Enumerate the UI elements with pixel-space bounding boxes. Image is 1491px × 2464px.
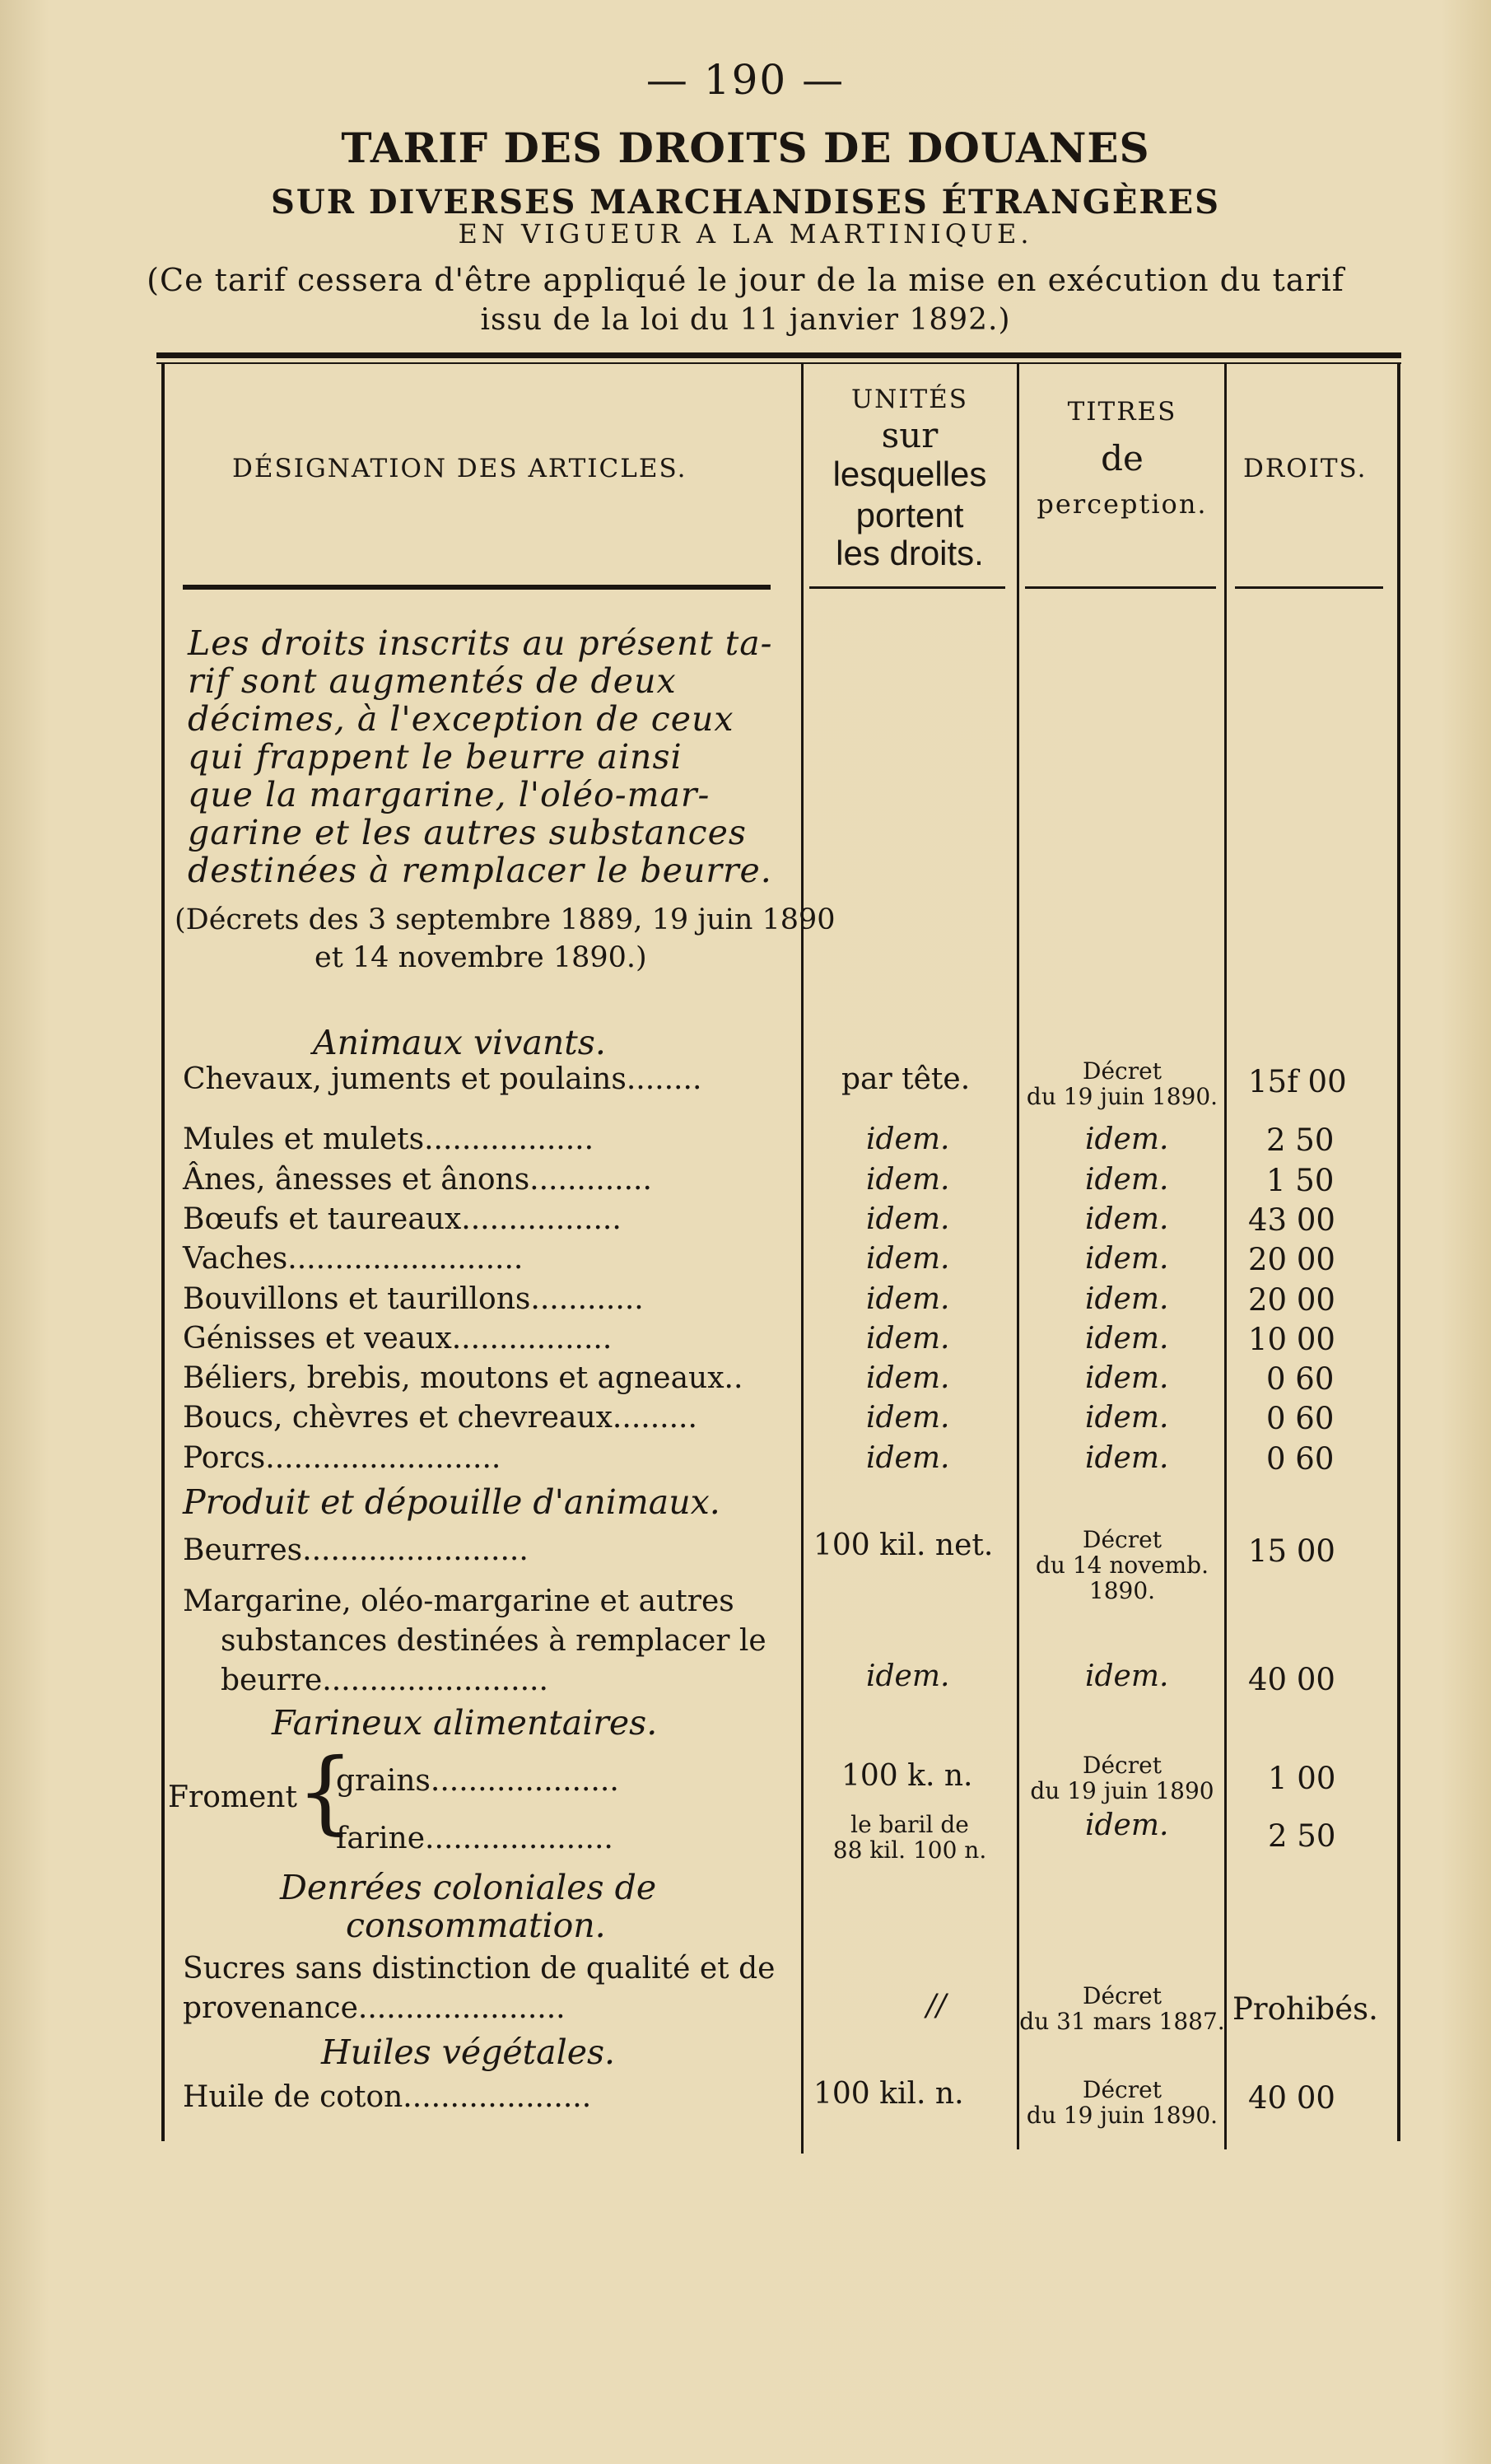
row-unite: idem. bbox=[866, 1202, 950, 1236]
row-titre: idem. bbox=[1085, 1361, 1169, 1395]
sucres-titre-line-2: du 31 mars 1887. bbox=[1019, 2008, 1225, 2035]
row-unite: idem. bbox=[866, 1401, 950, 1435]
row-unite: par tête. bbox=[841, 1062, 971, 1096]
row-droit: 10 00 bbox=[1248, 1322, 1335, 1357]
column-divider-3 bbox=[1224, 362, 1227, 2149]
beurres-titre-line-3: 1890. bbox=[1088, 1577, 1156, 1604]
row-unite: idem. bbox=[866, 1361, 950, 1395]
row-article: Bœufs et taureaux................. bbox=[183, 1202, 622, 1236]
row-titre: idem. bbox=[1085, 1202, 1169, 1236]
beurres-titre-line-1: Décret bbox=[1083, 1526, 1162, 1553]
header-rule-titres bbox=[1025, 586, 1216, 589]
table-top-rule bbox=[156, 352, 1401, 358]
sucres-line-2: provenance...................... bbox=[183, 1991, 566, 2025]
note-line-2: issu de la loi du 11 janvier 1892.) bbox=[480, 303, 1011, 337]
beurres-unite: 100 kil. net. bbox=[813, 1528, 994, 1562]
huile-titre bbox=[1019, 2077, 1225, 2128]
row-droit: 1 50 bbox=[1266, 1163, 1335, 1198]
section-huiles: Huiles végétales. bbox=[321, 2032, 616, 2072]
huile-article: Huile de coton.................... bbox=[183, 2080, 592, 2114]
row-unite: idem. bbox=[866, 1441, 950, 1475]
header-unites bbox=[804, 380, 1016, 572]
section-denrees-line-1: Denrées coloniales de bbox=[280, 1868, 657, 1907]
row-droit: 20 00 bbox=[1248, 1282, 1335, 1318]
row-titre bbox=[1019, 1058, 1225, 1109]
row-droit: 20 00 bbox=[1248, 1242, 1335, 1277]
section-animaux-vivants: Animaux vivants. bbox=[313, 1023, 606, 1062]
row-unite: idem. bbox=[866, 1122, 950, 1156]
page-number: — 190 — bbox=[645, 56, 846, 104]
preamble-line-4: qui frappent le beurre ainsi bbox=[188, 737, 683, 777]
beurres-titre-line-2: du 14 novemb. bbox=[1035, 1552, 1209, 1579]
header-droits: DROITS. bbox=[1243, 454, 1368, 483]
preamble-line-7: destinées à remplacer le beurre. bbox=[188, 851, 772, 890]
sucres-titre-line-1: Décret bbox=[1083, 1982, 1162, 2009]
row-droit: 0 60 bbox=[1266, 1401, 1335, 1436]
column-divider-1 bbox=[801, 362, 804, 2154]
header-unites-line-3: lesquelles bbox=[832, 455, 987, 493]
page-subtitle: SUR DIVERSES MARCHANDISES ÉTRANGÈRES bbox=[270, 183, 1220, 222]
beurres-droit: 15 00 bbox=[1248, 1533, 1335, 1569]
huile-droit: 40 00 bbox=[1248, 2080, 1335, 2116]
preamble-line-3: décimes, à l'exception de ceux bbox=[188, 699, 734, 739]
header-titres bbox=[1019, 397, 1225, 520]
row-titre: idem. bbox=[1085, 1441, 1169, 1475]
table-right-border bbox=[1397, 362, 1400, 2141]
header-rule-unites bbox=[809, 586, 1005, 589]
row-article: Porcs......................... bbox=[183, 1441, 501, 1475]
row-titre: idem. bbox=[1085, 1282, 1169, 1316]
froment-grains-droit: 1 00 bbox=[1268, 1761, 1336, 1796]
preamble-line-6: garine et les autres substances bbox=[188, 813, 747, 852]
huile-titre-line-1: Décret bbox=[1083, 2076, 1162, 2103]
header-unites-line-5: les droits. bbox=[836, 534, 984, 572]
huile-titre-line-2: du 19 juin 1890. bbox=[1026, 2102, 1218, 2129]
froment-grains-titre-line-2: du 19 juin 1890 bbox=[1030, 1777, 1214, 1804]
preamble-line-1: Les droits inscrits au présent ta- bbox=[188, 623, 773, 663]
header-unites-line-2: sur bbox=[881, 415, 939, 455]
page-title: TARIF DES DROITS DE DOUANES bbox=[341, 124, 1150, 172]
header-unites-line-4: portent bbox=[855, 496, 964, 534]
froment-farine-unite bbox=[804, 1812, 1016, 1863]
row-article: Béliers, brebis, moutons et agneaux.. bbox=[183, 1361, 743, 1395]
froment-grains: grains.................... bbox=[336, 1764, 619, 1798]
sucres-unite: // bbox=[926, 1989, 947, 2023]
row-unite: idem. bbox=[866, 1282, 950, 1316]
sucres-line-1: Sucres sans distinction de qualité et de bbox=[183, 1952, 776, 1986]
note-line-1: (Ce tarif cessera d'être appliqué le jour de la mise en exécution du tarif bbox=[147, 262, 1344, 298]
preamble-line-2: rif sont augmentés de deux bbox=[188, 661, 677, 701]
froment-farine-droit: 2 50 bbox=[1268, 1818, 1336, 1854]
froment-brace: { bbox=[296, 1738, 354, 1844]
froment-grains-titre bbox=[1019, 1752, 1225, 1804]
row-article: Boucs, chèvres et chevreaux......... bbox=[183, 1401, 697, 1435]
section-produit-depouille: Produit et dépouille d'animaux. bbox=[183, 1482, 720, 1522]
row-article: Ânes, ânesses et ânons............. bbox=[183, 1163, 652, 1197]
table-left-border bbox=[161, 362, 165, 2141]
row-droit: 0 60 bbox=[1266, 1361, 1335, 1397]
row-article: Bouvillons et taurillons............ bbox=[183, 1282, 644, 1316]
margarine-line-2: substances destinées à remplacer le bbox=[221, 1624, 766, 1658]
row-titre: idem. bbox=[1085, 1242, 1169, 1276]
sucres-titre bbox=[1019, 1983, 1225, 2034]
column-divider-2 bbox=[1017, 362, 1019, 2149]
row-titre: idem. bbox=[1085, 1163, 1169, 1197]
row-titre: idem. bbox=[1085, 1122, 1169, 1156]
header-titres-line-2: de bbox=[1101, 438, 1144, 478]
row-titre-line-2: du 19 juin 1890. bbox=[1026, 1083, 1218, 1110]
preamble-line-5: que la margarine, l'oléo-mar- bbox=[188, 775, 711, 814]
margarine-line-1: Margarine, oléo-margarine et autres bbox=[183, 1584, 734, 1618]
froment-farine: farine.................... bbox=[336, 1822, 613, 1855]
preamble bbox=[188, 624, 773, 889]
preamble-decrets-2: et 14 novembre 1890.) bbox=[315, 941, 647, 974]
row-droit: 2 50 bbox=[1266, 1122, 1335, 1158]
row-unite: idem. bbox=[866, 1322, 950, 1356]
beurres-article: Beurres........................ bbox=[183, 1533, 529, 1567]
froment-farine-unite-line-2: 88 kil. 100 n. bbox=[832, 1836, 987, 1864]
row-unite: idem. bbox=[866, 1242, 950, 1276]
section-farineux: Farineux alimentaires. bbox=[272, 1703, 658, 1743]
row-droit: 43 00 bbox=[1248, 1202, 1335, 1238]
header-titres-line-3: perception. bbox=[1037, 488, 1208, 520]
row-article: Génisses et veaux................. bbox=[183, 1322, 613, 1356]
froment-grains-titre-line-1: Décret bbox=[1083, 1752, 1162, 1779]
huile-unite: 100 kil. n. bbox=[813, 2077, 964, 2111]
header-rule-droits bbox=[1235, 586, 1383, 589]
froment-grains-unite: 100 k. n. bbox=[841, 1759, 973, 1793]
header-unites-line-1: UNITÉS bbox=[850, 385, 969, 414]
froment-label: Froment bbox=[168, 1780, 297, 1814]
preamble-decrets-1: (Décrets des 3 septembre 1889, 19 juin 1890 bbox=[175, 903, 836, 936]
beurres-titre bbox=[1019, 1527, 1225, 1603]
margarine-line-3: beurre........................ bbox=[221, 1664, 548, 1697]
row-titre: idem. bbox=[1085, 1322, 1169, 1356]
header-rule-designation bbox=[183, 585, 771, 590]
row-article: Vaches......................... bbox=[183, 1242, 524, 1276]
froment-farine-titre: idem. bbox=[1085, 1808, 1169, 1842]
header-designation: DÉSIGNATION DES ARTICLES. bbox=[232, 454, 687, 483]
margarine-unite: idem. bbox=[866, 1659, 950, 1693]
row-titre: idem. bbox=[1085, 1401, 1169, 1435]
row-unite: idem. bbox=[866, 1163, 950, 1197]
row-droit: 0 60 bbox=[1266, 1441, 1335, 1477]
margarine-titre: idem. bbox=[1085, 1659, 1169, 1693]
margarine-droit: 40 00 bbox=[1248, 1662, 1335, 1697]
row-article: Mules et mulets.................. bbox=[183, 1122, 594, 1156]
row-article: Chevaux, juments et poulains........ bbox=[183, 1062, 702, 1096]
vigueur-line: EN VIGUEUR A LA MARTINIQUE. bbox=[458, 218, 1033, 250]
row-titre-line-1: Décret bbox=[1083, 1057, 1162, 1085]
row-droit: 15f 00 bbox=[1248, 1064, 1347, 1099]
header-titres-line-1: TITRES bbox=[1067, 397, 1177, 427]
section-denrees-line-2: consommation. bbox=[346, 1906, 606, 1945]
sucres-droit: Prohibés. bbox=[1232, 1991, 1378, 2027]
table-top-rule-thin bbox=[156, 362, 1401, 364]
froment-farine-unite-line-1: le baril de bbox=[850, 1811, 969, 1838]
